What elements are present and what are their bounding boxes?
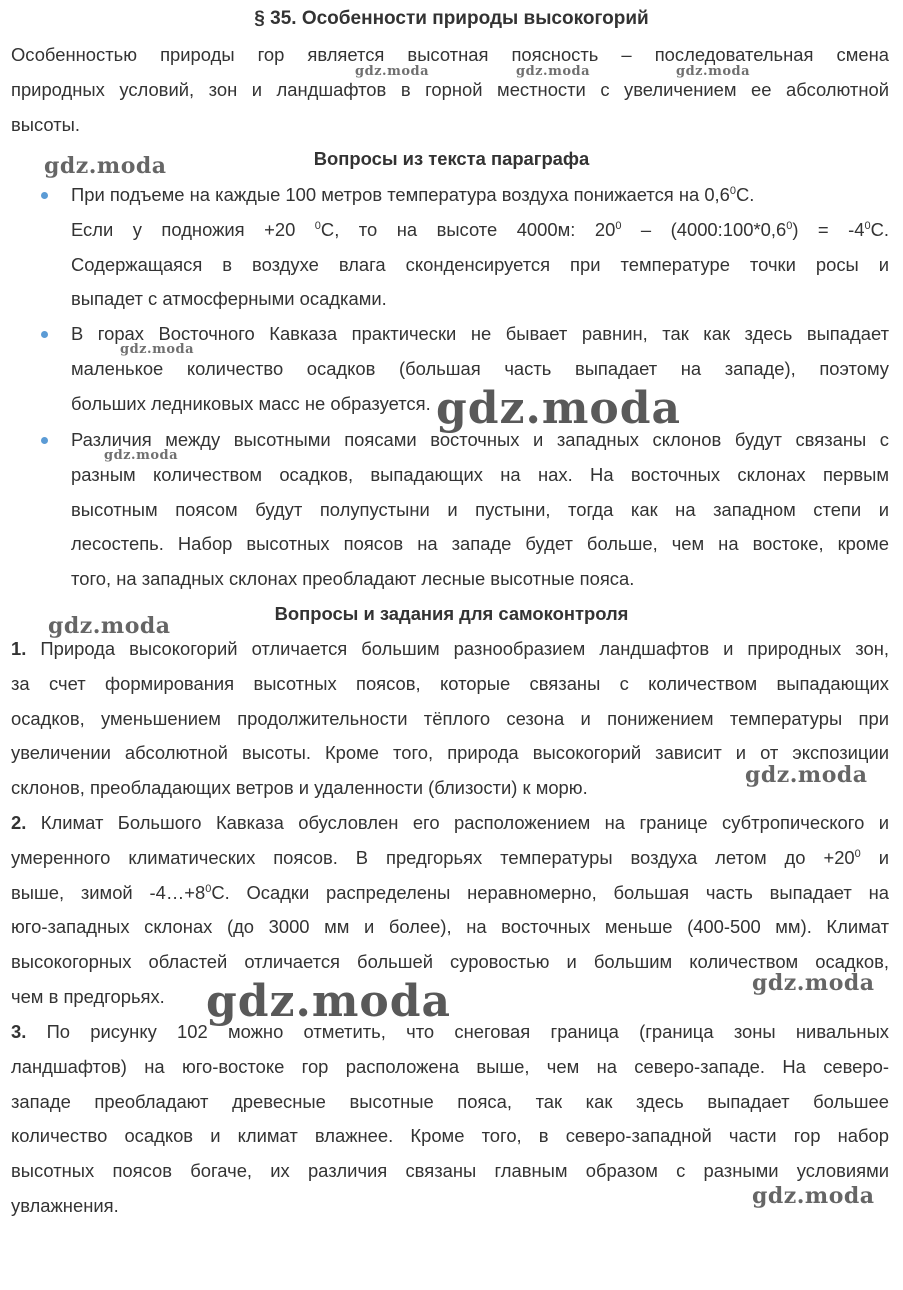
answer-line: увеличении абсолютной высоты. Кроме того, природа высокогорий зависит и от экспозиции	[11, 742, 889, 764]
intro-line: природных условий, зон и ландшафтов в горной местности с увеличением ее абсолютной	[11, 78, 889, 100]
bullet-line: При подъеме на каждые 100 метров температура воздуха понижается на $0,6^0С$.	[71, 184, 755, 205]
answer-number: 3.	[11, 1021, 27, 1042]
watermark: gdz.moda	[516, 64, 591, 79]
section-heading-text-questions: Вопросы из текста параграфа	[313, 148, 590, 169]
bullet-line: маленькое количество осадков (большая часть выпадает на западе), поэтому	[71, 357, 889, 379]
bullet-marker	[41, 437, 48, 444]
answer-line: чем в предгорьях.	[11, 985, 165, 1007]
intro-line: Особенностью природы гор является высотная поясность – последовательная смена	[11, 44, 889, 65]
bullet-line: высотным поясом будут полупустыни и пустыни, тогда как на западном степи и	[71, 498, 889, 520]
watermark: gdz.moda	[48, 613, 171, 639]
bullet-line: Если у подножия +20 $^0$С, то на высоте 4000м: $20^0$ – $(4000:100*0,6^0) = -4^0С$.	[71, 218, 890, 240]
answer-line: ландшафтов) на юго-востоке гор расположена выше, чем на северо-западе. На северо-	[11, 1055, 889, 1077]
intro-line: высоты.	[11, 113, 80, 135]
watermark: gdz.moda	[752, 970, 875, 996]
bullet-line: разным количеством осадков, выпадающих на нах. На восточных склонах первым	[71, 463, 889, 485]
watermark: gdz.moda	[206, 976, 452, 1027]
answer-number: 2.	[11, 812, 27, 833]
bullet-line: лесостепь. Набор высотных поясов на западе будет больше, чем на востоке, кроме	[71, 533, 889, 555]
bullet-item-3	[71, 423, 889, 597]
answer-number: 1.	[11, 638, 27, 659]
bullet-item-1	[71, 178, 889, 317]
bullet-line: Содержащаяся в воздухе влага сконденсируется при температуре точки росы и	[71, 253, 889, 275]
answer-line: склонов, преобладающих ветров и удаленности (близости) к морю.	[11, 777, 588, 799]
answer-line: выше, зимой $-4\dots+8^0С$. Осадки распределены неравномерно, большая часть выпадает на	[11, 881, 889, 903]
bullet-line: Различия между высотными поясами восточных и западных склонов будут связаны с	[71, 429, 889, 450]
answer-line: юго-западных склонах (до 3000 мм и более), на восточных меньше (400-500 мм). Климат	[11, 916, 889, 938]
intro-paragraph	[11, 38, 889, 142]
answer-line: увлажнения.	[11, 1194, 119, 1216]
watermark: gdz.moda	[104, 448, 179, 463]
bullet-line: В горах Восточного Кавказа практически не бывает равнин, так как здесь выпадает	[71, 323, 889, 344]
answer-line: 2. Климат Большого Кавказа обусловлен его расположением на границе субтропического и	[11, 812, 889, 833]
watermark: gdz.moda	[745, 762, 868, 788]
answer-line: количество осадков и климат влажнее. Кроме того, в северо-западной части гор набор	[11, 1125, 889, 1147]
answer-line: западе преобладают древесные высотные пояса, так как здесь выпадает большее	[11, 1090, 889, 1112]
answer-line: 1. Природа высокогорий отличается большим разнообразием ландшафтов и природных зон,	[11, 638, 889, 659]
watermark: gdz.moda	[355, 64, 430, 79]
section-heading-self-control: Вопросы и задания для самоконтроля	[274, 603, 629, 624]
answer-line: высокогорных областей отличается большей суровостью и большим количеством осадков,	[11, 951, 889, 973]
answer-line: 3. По рисунку 102 можно отметить, что снеговая граница (граница зоны нивальных	[11, 1021, 889, 1042]
watermark: gdz.moda	[676, 64, 751, 79]
bullet-marker	[41, 331, 48, 338]
answer-line: осадков, уменьшением продолжительности тёплого сезона и понижением температуры при	[11, 707, 889, 729]
bullet-marker	[41, 192, 48, 199]
answer-line: умеренного климатических поясов. В предгорьях температуры воздуха летом до $+20^0$ и	[11, 846, 889, 868]
watermark: gdz.moda	[752, 1183, 875, 1209]
bullet-line: выпадет с атмосферными осадками.	[71, 288, 387, 310]
watermark: gdz.moda	[120, 342, 195, 357]
answer-line: высотных поясов богаче, их различия связаны главным образом с разными условиями	[11, 1160, 889, 1182]
watermark: gdz.moda	[436, 383, 682, 434]
page-title: § 35. Особенности природы высокогорий	[254, 8, 649, 29]
bullet-line: больших ледниковых масс не образуется.	[71, 392, 431, 414]
answer-line: за счет формирования высотных поясов, которые связаны с количеством выпадающих	[11, 672, 889, 694]
watermark: gdz.moda	[44, 153, 167, 179]
bullet-line: того, на западных склонах преобладают лесные высотные пояса.	[71, 568, 635, 590]
